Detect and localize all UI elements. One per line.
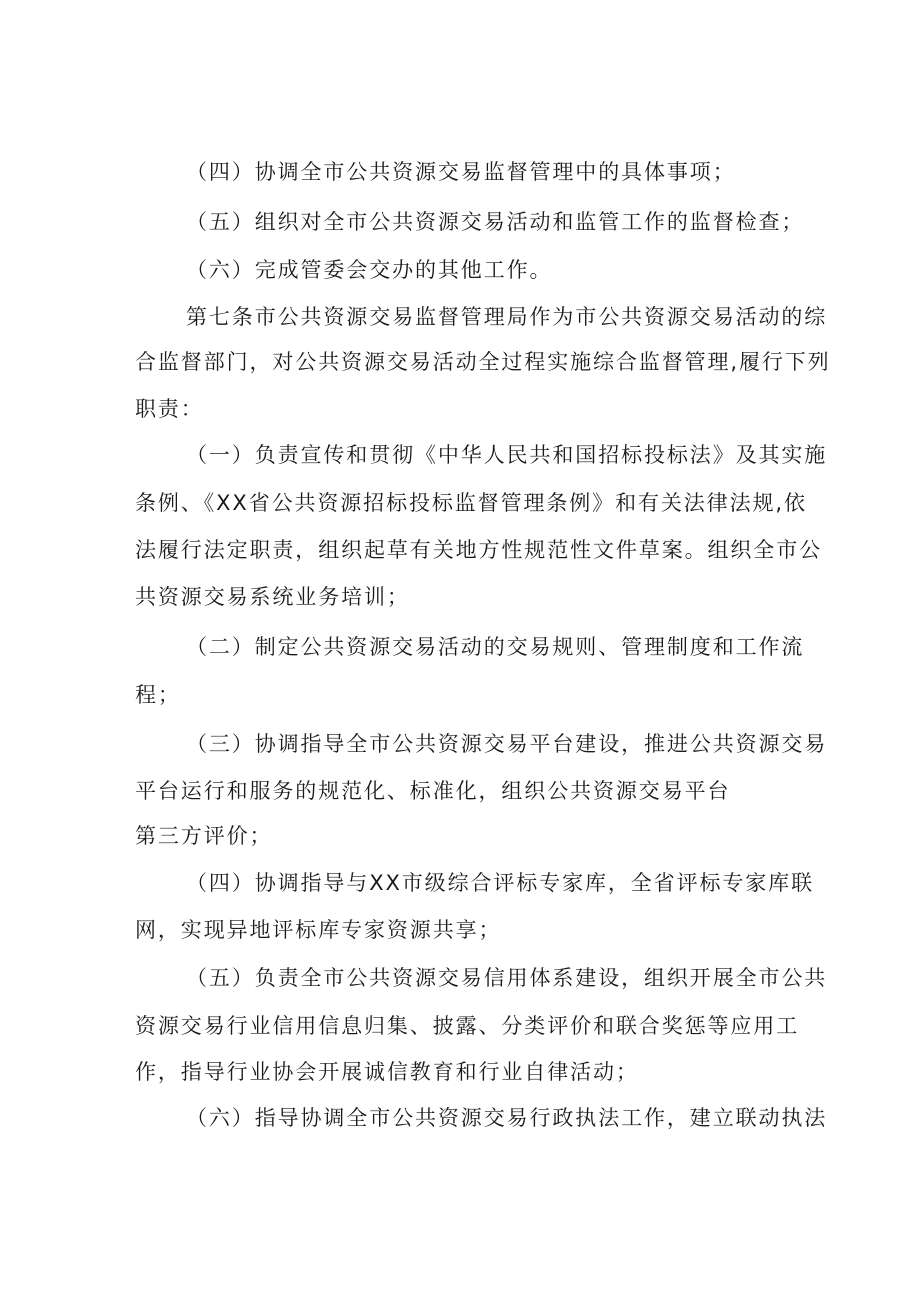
paragraph-line: （六）完成管委会交办的其他工作。 — [186, 258, 553, 282]
paragraph-line: 职责： — [135, 397, 204, 421]
paragraph-line: 合监督部门，对公共资源交易活动全过程实施综合监督管理,履行下列 — [135, 350, 831, 374]
paragraph-line: 网，实现异地评标库专家资源共享； — [135, 918, 502, 942]
paragraph-line: （五）组织对全市公共资源交易活动和监管工作的监督检查； — [186, 210, 805, 234]
paragraph-line: 作，指导行业协会开展诚信教育和行业自律活动； — [135, 1060, 639, 1084]
paragraph-line: 资源交易行业信用信息归集、披露、分类评价和联合奖惩等应用工 — [135, 1014, 800, 1038]
paragraph-line: （三）协调指导全市公共资源交易平台建设，推进公共资源交易 — [186, 732, 828, 756]
article-heading-line: 第七条市公共资源交易监督管理局作为市公共资源交易活动的综 — [186, 305, 828, 329]
paragraph-line: 法履行法定职责，组织起草有关地方性规范性文件草案。组织全市公 — [135, 538, 822, 562]
paragraph-line: （二）制定公共资源交易活动的交易规则、管理制度和工作流 — [186, 635, 805, 659]
paragraph-line: （五）负责全市公共资源交易信用体系建设，组织开展全市公共 — [186, 966, 828, 990]
paragraph-line: 平台运行和服务的规范化、标准化，组织公共资源交易平台 — [135, 779, 731, 803]
paragraph-line: 程； — [135, 683, 181, 707]
paragraph-line: 第三方评价； — [135, 824, 273, 848]
paragraph-line: （四）协调全市公共资源交易监督管理中的具体事项； — [186, 160, 736, 184]
paragraph-line: （四）协调指导与XX市级综合评标专家库，全省评标专家库联 — [186, 871, 814, 895]
paragraph-line: （六）指导协调全市公共资源交易行政执法工作，建立联动执法 — [186, 1106, 828, 1130]
paragraph-line: 条例、《XX省公共资源招标投标监督管理条例》和有关法律法规,依 — [135, 491, 807, 515]
paragraph-line: （一）负责宣传和贯彻《中华人民共和国招标投标法》及其实施 — [186, 443, 828, 467]
paragraph-line: 共资源交易系统业务培训； — [135, 585, 410, 609]
